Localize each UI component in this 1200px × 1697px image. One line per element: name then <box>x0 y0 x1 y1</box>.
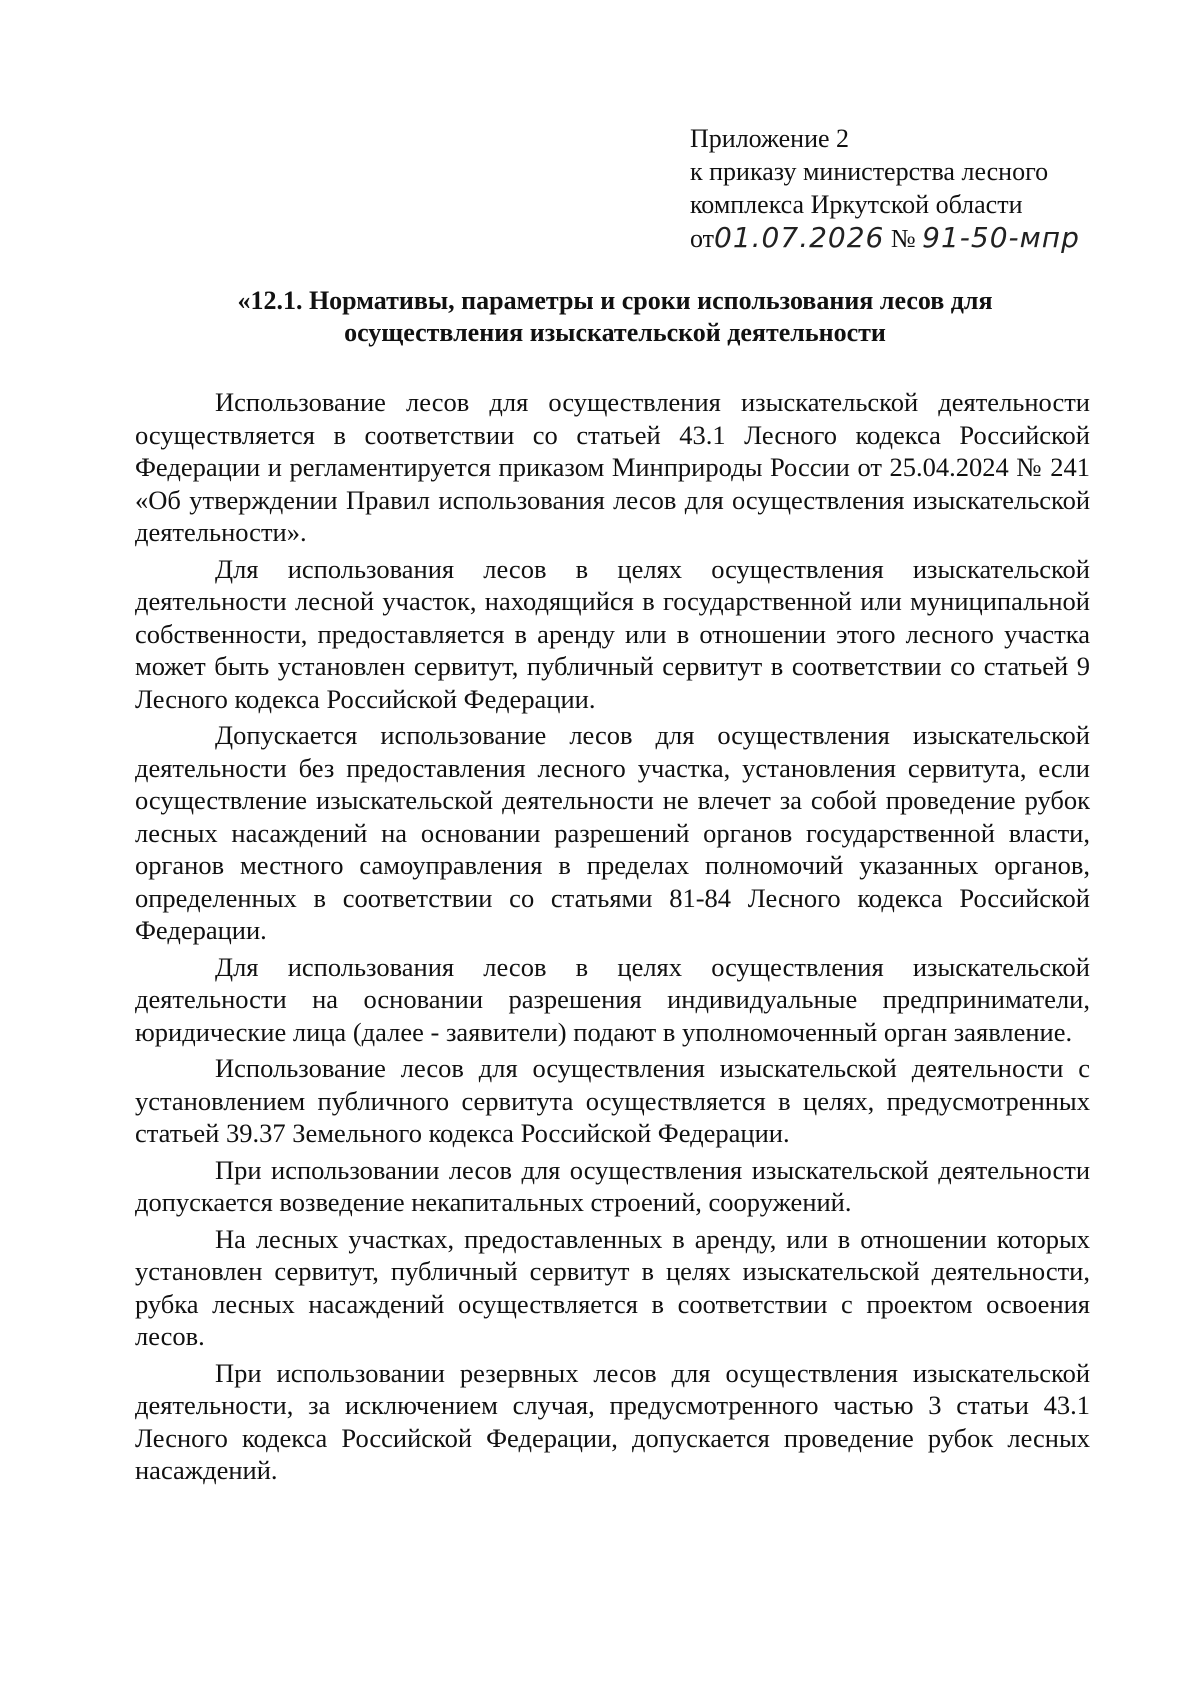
heading-line-2: осуществления изыскательской деятельности <box>344 318 886 347</box>
paragraph: Использование лесов для осуществления изыскательской деятельности осуществляется в соответствии со статьей 43.1 Лесного кодекса Российской Федерации и регламентируется приказом Минприроды России от 25.04.2024 № 241 «Об утверждении Правил использования лесов для осуществления изыскательской деятельности». <box>135 387 1090 547</box>
paragraph: Использование лесов для осуществления изыскательской деятельности с установлением публичного сервитута осуществляется в целях, предусмотренных статьей 39.37 Земельного кодекса Российской Федерации. <box>135 1053 1090 1148</box>
paragraph: Допускается использование лесов для осуществления изыскательской деятельности без предоставления лесного участка, установления сервитута, если осуществление изыскательской деятельности не влечет за собой проведение рубок лесных насаждений на основании разрешений органов государственной власти, органов местного самоуправления в пределах полномочий указанных органов, определенных в соответствии со статьями 81-84 Лесного кодекса Российской Федерации. <box>135 720 1090 945</box>
number-label: № <box>890 224 916 253</box>
appendix-order-ref: к приказу министерства лесного <box>690 157 1049 186</box>
heading-line-1: «12.1. Нормативы, параметры и сроки использования лесов для <box>237 286 993 315</box>
body-text <box>135 386 1090 1487</box>
paragraph: Для использования лесов в целях осуществления изыскательской деятельности на основании разрешения индивидуальные предприниматели, юридические лица (далее - заявители) подают в уполномоченный орган заявление. <box>135 951 1090 1047</box>
paragraph: На лесных участках, предоставленных в аренду, или в отношении которых установлен сервитут, публичный сервитут в целях изыскательской деятельности, рубка лесных насаждений осуществляется в соответствии с проектом освоения лесов. <box>135 1223 1090 1351</box>
appendix-region: комплекса Иркутской области <box>690 190 1023 219</box>
paragraph: Для использования лесов в целях осуществления изыскательской деятельности лесной участок, находящийся в государственной или муниципальной собственности, предоставляется в аренду или в отношении этого лесного участка может быть установлен сервитут, публичный сервитут в соответствии со статьей 9 Лесного кодекса Российской Федерации. <box>135 553 1090 714</box>
handwritten-date: 01.07.2026 <box>714 221 885 254</box>
appendix-title: Приложение 2 <box>690 124 850 153</box>
paragraph: При использовании лесов для осуществления изыскательской деятельности допускается возведение некапитальных строений, сооружений. <box>135 1154 1090 1217</box>
paragraph: При использовании резервных лесов для осуществления изыскательской деятельности, за исключением случая, предусмотренного частью 3 статьи 43.1 Лесного кодекса Российской Федерации, допускается проведение рубок лесных насаждений. <box>135 1357 1090 1485</box>
section-heading <box>150 285 1080 349</box>
handwritten-number: 91-50-мпр <box>922 221 1080 254</box>
from-label: от <box>690 224 715 253</box>
appendix-block <box>690 122 1110 255</box>
appendix-date-number-line <box>690 221 1110 255</box>
